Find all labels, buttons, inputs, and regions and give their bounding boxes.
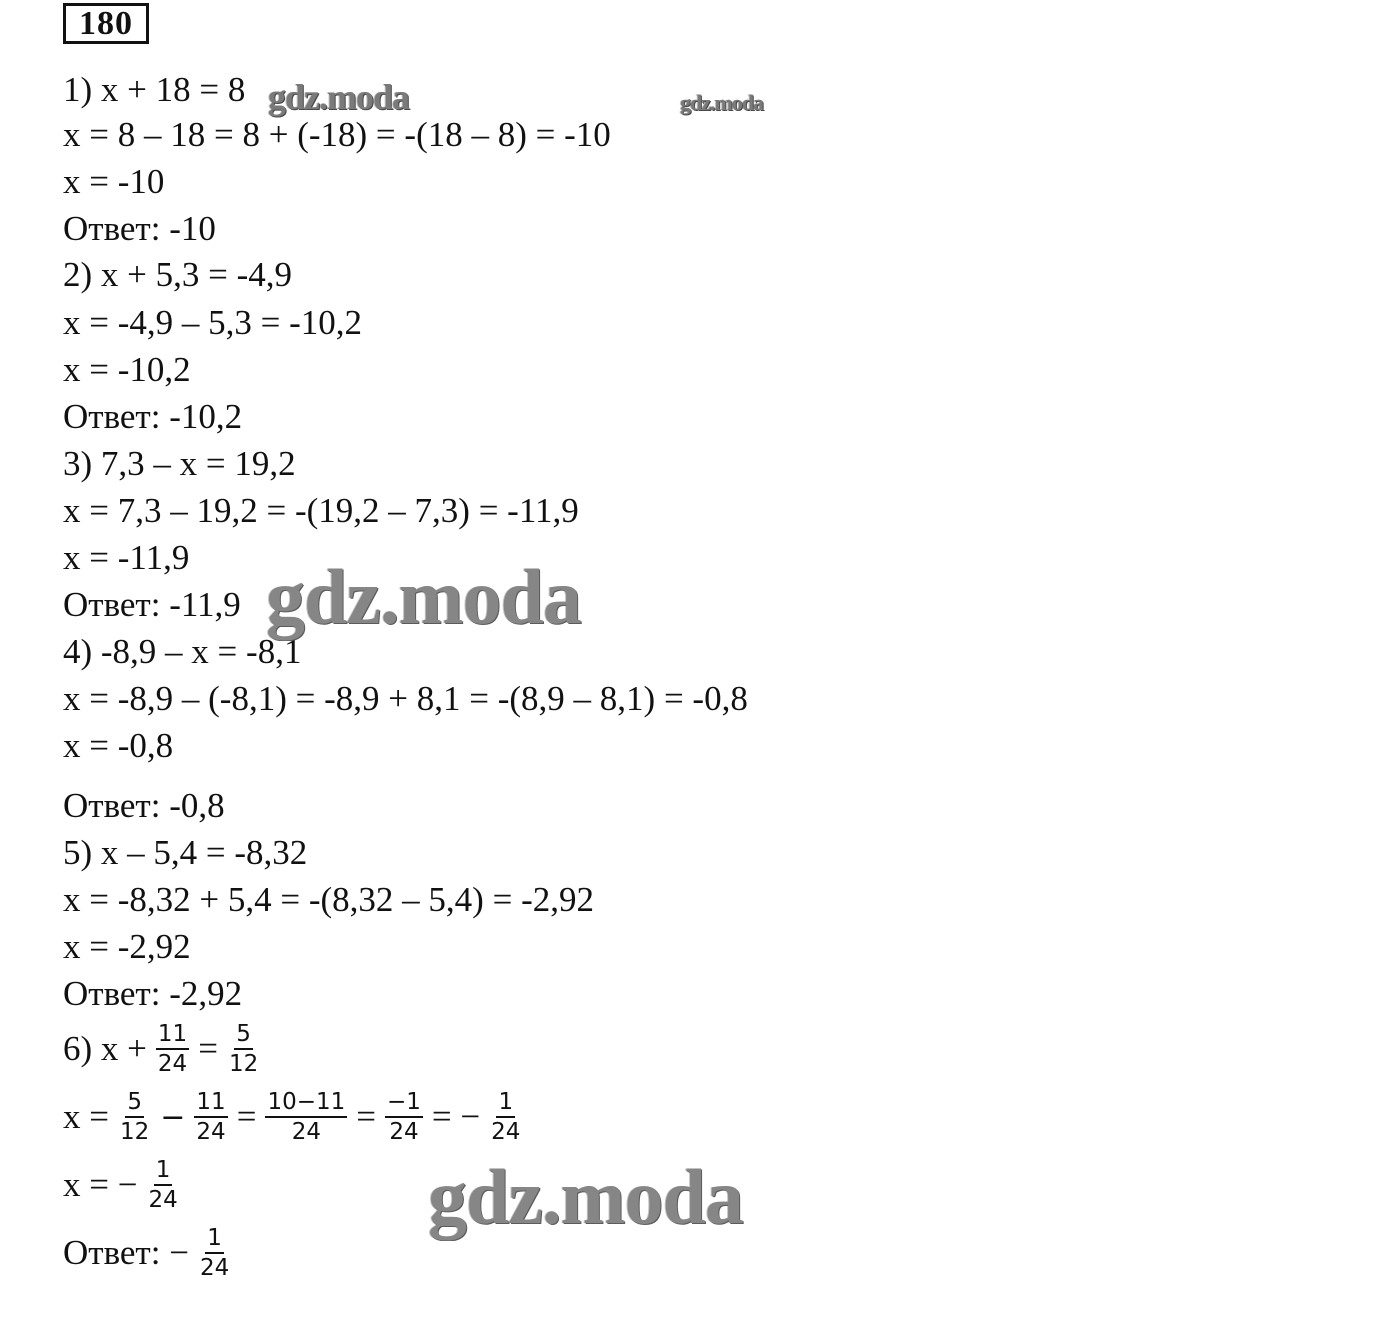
equals-minus-sign: = −: [431, 1097, 481, 1136]
solution-line-9: x = -11,9: [63, 538, 190, 577]
solution-line-13: 5) x – 5,4 = -8,32: [63, 833, 308, 872]
equals-sign: =: [236, 1097, 257, 1136]
solution-line-6: x = -10,2: [63, 350, 191, 389]
fraction-numerator: 11: [156, 1020, 189, 1050]
solution-line-15: x = -2,92: [63, 927, 191, 966]
fraction-numerator: −1: [385, 1088, 423, 1118]
solution-line-18: [63, 1156, 183, 1214]
fraction-numerator: 11: [194, 1088, 227, 1118]
solution-line-2: x = 8 – 18 = 8 + (-18) = -(18 – 8) = -10: [63, 115, 611, 154]
task-number: 180: [63, 3, 149, 44]
answer-line-4: Ответ: -0,8: [63, 786, 225, 825]
watermark: gdz.moda: [266, 553, 581, 640]
solution-line-4: 2) x + 5,3 = -4,9: [63, 255, 293, 294]
solution-line-16: [63, 1020, 263, 1078]
solution-line-1: 1) x + 18 = 8: [63, 70, 246, 109]
equals-sign: =: [356, 1097, 377, 1136]
minus-sign: −: [160, 1099, 186, 1135]
fraction-numerator: 5: [234, 1020, 253, 1050]
fraction-denominator: 24: [291, 1119, 321, 1145]
solution-line-14: x = -8,32 + 5,4 = -(8,32 – 5,4) = -2,92: [63, 880, 594, 919]
watermark: gdz.moda: [268, 77, 410, 117]
fraction-denominator: 24: [491, 1119, 521, 1145]
fraction: [489, 1088, 522, 1146]
answer-line-2: Ответ: -10,2: [63, 397, 243, 436]
equation-prefix: x = −: [63, 1165, 138, 1204]
solution-line-12: x = -0,8: [63, 726, 174, 765]
solution-line-8: x = 7,3 – 19,2 = -(19,2 – 7,3) = -11,9: [63, 491, 579, 530]
fraction-denominator: 24: [148, 1187, 178, 1213]
fraction: [385, 1088, 423, 1146]
fraction-numerator: 1: [154, 1156, 173, 1186]
answer-prefix: Ответ: −: [63, 1233, 189, 1272]
equals-sign: =: [198, 1029, 218, 1068]
fraction: [194, 1088, 227, 1146]
fraction: [227, 1020, 260, 1078]
fraction: [265, 1088, 347, 1146]
answer-line-1: Ответ: -10: [63, 209, 216, 248]
answer-line-5: Ответ: -2,92: [63, 974, 243, 1013]
fraction-denominator: 24: [199, 1255, 230, 1281]
fraction: [146, 1156, 179, 1214]
fraction-numerator: 5: [125, 1088, 144, 1118]
fraction-denominator: 24: [196, 1119, 226, 1145]
answer-line-3: Ответ: -11,9: [63, 585, 241, 624]
answer-line-6: [63, 1224, 234, 1282]
fraction-denominator: 12: [228, 1051, 259, 1077]
fraction-numerator: 1: [205, 1224, 224, 1254]
fraction-numerator: 10−11: [265, 1088, 347, 1118]
solution-line-7: 3) 7,3 – x = 19,2: [63, 444, 296, 483]
fraction-denominator: 24: [389, 1119, 419, 1145]
watermark: gdz.moda: [680, 90, 764, 115]
fraction-denominator: 24: [157, 1051, 188, 1077]
solution-line-10: 4) -8,9 – x = -8,1: [63, 632, 302, 671]
fraction-denominator: 12: [120, 1119, 150, 1145]
solution-line-11: x = -8,9 – (-8,1) = -8,9 + 8,1 = -(8,9 – 8,1) = -0,8: [63, 679, 748, 718]
equation-prefix: x =: [63, 1097, 109, 1136]
fraction-numerator: 1: [496, 1088, 515, 1118]
fraction: [198, 1224, 231, 1282]
fraction: [118, 1088, 151, 1146]
equation-prefix: 6) x +: [63, 1029, 147, 1068]
fraction: [156, 1020, 189, 1078]
solution-line-3: x = -10: [63, 162, 165, 201]
solution-line-5: x = -4,9 – 5,3 = -10,2: [63, 303, 363, 342]
watermark: gdz.moda: [428, 1153, 743, 1240]
solution-line-17: [63, 1088, 525, 1146]
